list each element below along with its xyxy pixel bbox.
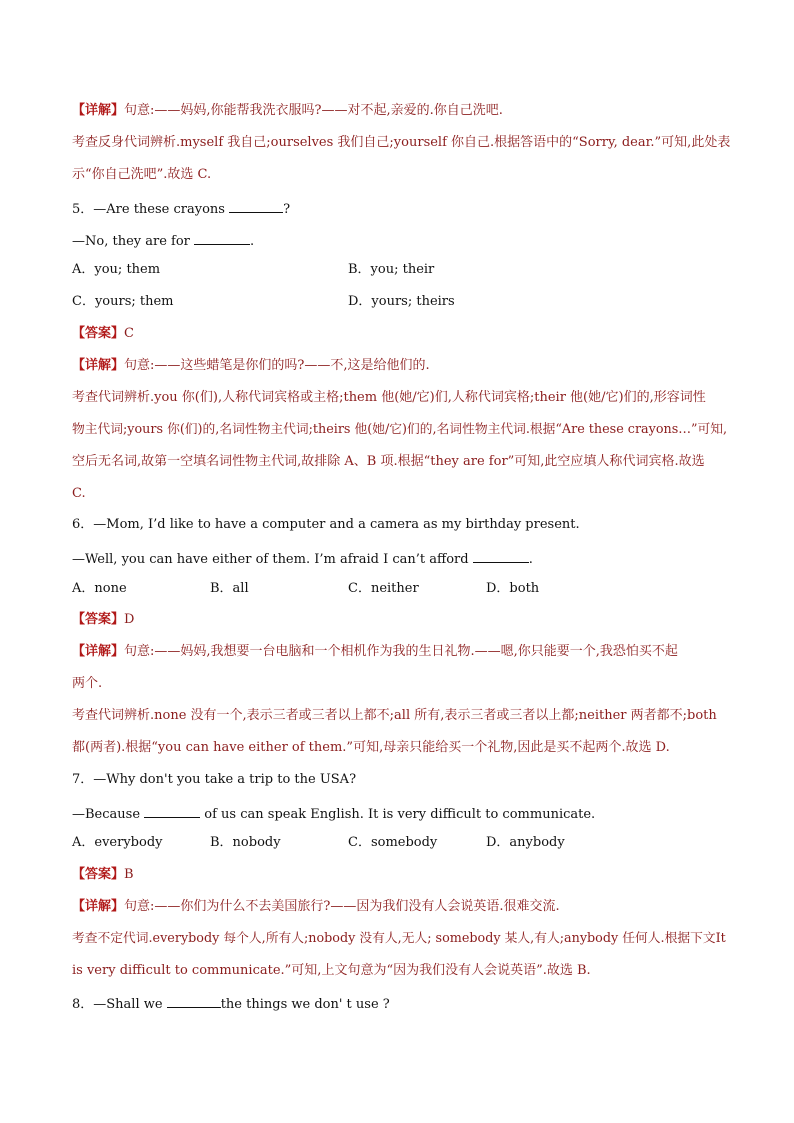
- answer-line: 【答案】B: [72, 867, 134, 882]
- question-5-response: —No, they are for .: [72, 230, 732, 251]
- explanation-text: 考查代词辨析.none 没有一个,表示三者或三者以上都不;all 所有,表示三者或三者以上都;neither 两者都不;both: [72, 708, 717, 723]
- question-5-stem: 5．—Are these crayons ?: [72, 198, 732, 219]
- option-a: A．everybody: [72, 835, 163, 850]
- question-8-stem: 8．—Shall we the things we don' t use ?: [72, 993, 732, 1014]
- explanation-text: 考查不定代词.everybody 每个人,所有人;nobody 没有人,无人; somebody 某人,有人;anybody 任何人.根据下文It: [72, 931, 726, 946]
- option-d: D．anybody: [486, 835, 565, 850]
- question-6-stem: 6．—Mom, I’d like to have a computer and a camera as my birthday present.: [72, 517, 580, 532]
- answer-blank: [194, 230, 250, 245]
- answer-blank: [167, 993, 221, 1008]
- explanation-text: C.: [72, 486, 86, 501]
- explanation-text: 考查反身代词辨析.myself 我自己;ourselves 我们自己;yourself 你自己.根据答语中的“Sorry, dear.”可知,此处表: [72, 135, 731, 150]
- question-6-response: —Well, you can have either of them. I’m afraid I can’t afford .: [72, 548, 732, 569]
- explanation-text: 空后无名词,故第一空填名词性物主代词,故排除 A、B 项.根据“they are for”可知,此空应填人称代词宾格.故选: [72, 454, 705, 469]
- option-b: B．all: [210, 581, 249, 596]
- answer-line: 【答案】D: [72, 612, 135, 627]
- option-c: C．yours; them: [72, 294, 174, 309]
- option-b: B．you; their: [348, 262, 435, 277]
- explanation-gist: 【详解】句意:——这些蜡笔是你们的吗?——不,这是给他们的.: [72, 358, 430, 373]
- option-a: A．none: [72, 581, 127, 596]
- explanation-text: 两个.: [72, 676, 103, 691]
- answer-line: 【答案】C: [72, 326, 134, 341]
- explanation-text: 都(两者).根据“you can have either of them.”可知,母亲只能给买一个礼物,因此是买不起两个.故选 D.: [72, 740, 670, 755]
- option-d: D．both: [486, 581, 540, 596]
- explanation-text: 物主代词;yours 你(们)的,名词性物主代词;theirs 他(她/它)们的,名词性物主代词.根据“Are these crayons…”可知,: [72, 422, 728, 437]
- explanation-text: 考查代词辨析.you 你(们),人称代词宾格或主格;them 他(她/它)们,人称代词宾格;their 他(她/它)们的,形容词性: [72, 390, 706, 405]
- option-d: D．yours; theirs: [348, 294, 455, 309]
- option-c: C．neither: [348, 581, 419, 596]
- answer-blank: [473, 548, 529, 563]
- question-7-response: —Because of us can speak English. It is very difficult to communicate.: [72, 803, 732, 824]
- option-c: C．somebody: [348, 835, 438, 850]
- option-b: B．nobody: [210, 835, 281, 850]
- question-7-stem: 7．—Why don't you take a trip to the USA?: [72, 772, 357, 787]
- explanation-gist: 【详解】句意:——妈妈,你能帮我洗衣服吗?——对不起,亲爱的.你自己洗吧.: [72, 103, 503, 118]
- option-a: A．you; them: [72, 262, 161, 277]
- explanation-gist: 【详解】句意:——妈妈,我想要一台电脑和一个相机作为我的生日礼物.——嗯,你只能要一个,我恐怕买不起: [72, 644, 678, 659]
- explanation-text: 示“你自己洗吧”.故选 C.: [72, 167, 212, 182]
- explanation-text: is very difficult to communicate.”可知,上文句意为“因为我们没有人会说英语”.故选 B.: [72, 963, 591, 978]
- explanation-gist: 【详解】句意:——你们为什么不去美国旅行?——因为我们没有人会说英语.很难交流.: [72, 899, 560, 914]
- answer-blank: [144, 803, 200, 818]
- answer-blank: [229, 198, 283, 213]
